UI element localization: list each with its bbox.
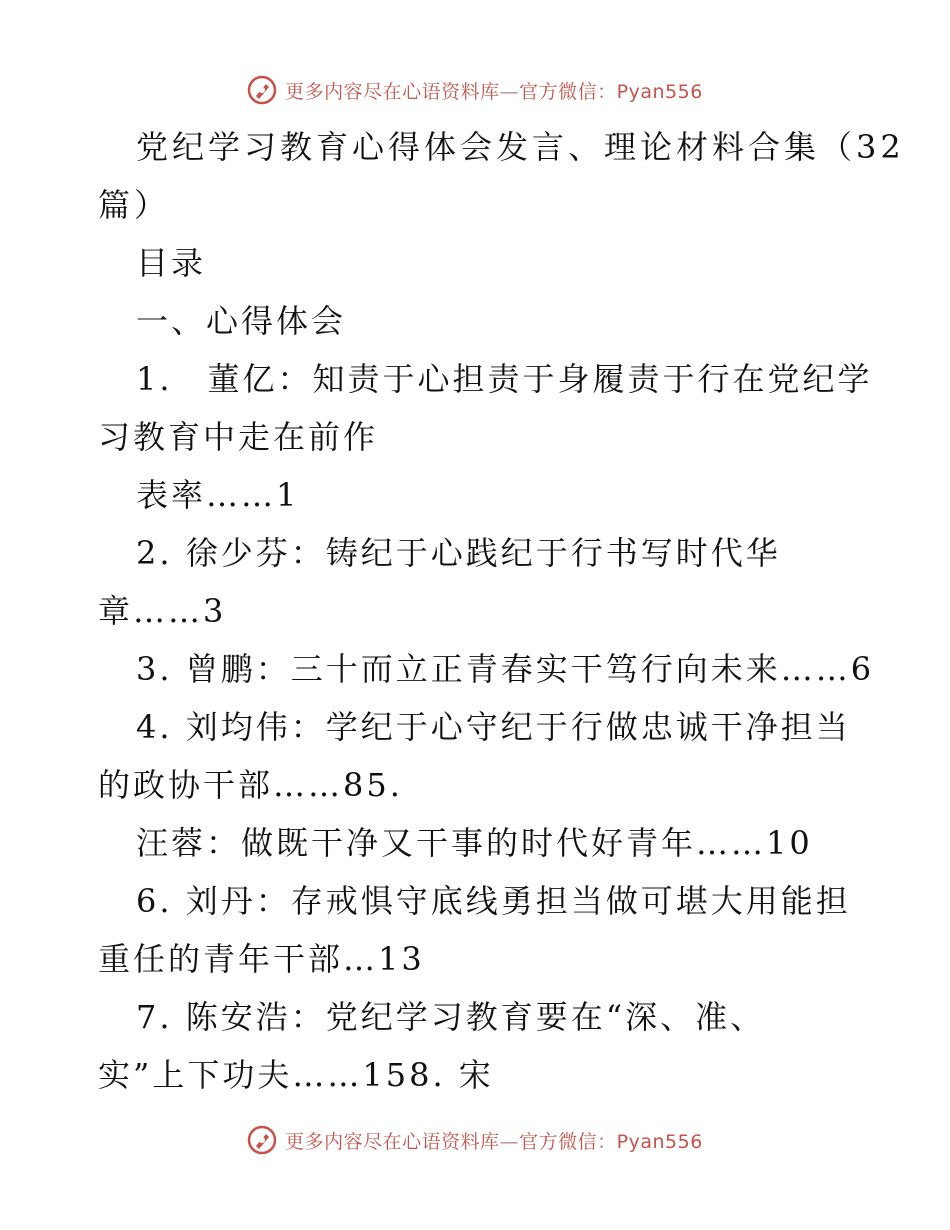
toc-entry: 1. 董亿：知责于心担责于身履责于行在党纪学 — [136, 360, 873, 398]
header-banner — [0, 70, 950, 110]
toc-entry: 习教育中走在前作 — [98, 418, 379, 456]
toc-entry: 表率……1 — [136, 476, 300, 514]
toc-heading: 目录 — [136, 244, 207, 282]
doc-title-line-2: 篇） — [98, 186, 171, 224]
pen-circle-logo-icon — [247, 1125, 277, 1155]
header-banner-text: 更多内容尽在心语资料库—官方微信：Pyan556 — [285, 80, 703, 103]
toc-entry: 7. 陈安浩：党纪学习教育要在“深、准、 — [136, 998, 766, 1036]
document-body — [98, 118, 905, 1104]
toc-entry: 2. 徐少芬：铸纪于心践纪于行书写时代华 — [136, 534, 781, 572]
toc-entry: 汪蓉：做既干净又干事的时代好青年……10 — [136, 824, 813, 862]
doc-title-line-1: 党纪学习教育心得体会发言、理论材料合集（32 — [136, 128, 905, 166]
toc-entry: 6. 刘丹：存戒惧守底线勇担当做可堪大用能担 — [136, 882, 851, 920]
toc-entry: 的政协干部……85. — [98, 766, 403, 804]
toc-entry: 实”上下功夫……158. 宋 — [98, 1056, 494, 1094]
toc-entry: 3. 曾鹏：三十而立正青春实干笃行向未来……6 — [136, 650, 875, 688]
footer-banner — [0, 1120, 950, 1160]
pen-circle-logo-icon — [247, 75, 277, 105]
section-heading: 一、心得体会 — [136, 302, 347, 340]
toc-entry: 章……3 — [98, 592, 227, 630]
footer-banner-text: 更多内容尽在心语资料库—官方微信：Pyan556 — [285, 1130, 703, 1153]
toc-entry: 4. 刘均伟：学纪于心守纪于行做忠诚干净担当 — [136, 708, 851, 746]
toc-entry: 重任的青年干部…13 — [98, 940, 425, 978]
